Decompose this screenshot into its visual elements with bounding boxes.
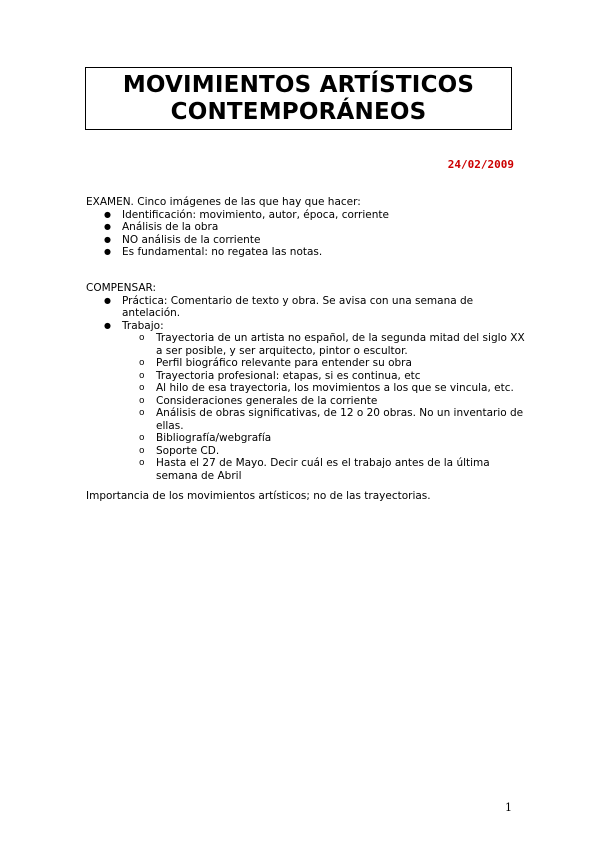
list-item: [86, 246, 526, 259]
sub-bullet-icon: o: [139, 383, 145, 393]
list-item: [86, 320, 526, 483]
title-box: [85, 67, 512, 130]
bullet-icon: ●: [104, 295, 111, 305]
list-item-text: NO análisis de la corriente: [122, 233, 261, 246]
compensar-heading: COMPENSAR:: [86, 282, 157, 294]
practica-text: Práctica: Comentario de texto y obra. Se avisa con una semana de antelación.: [122, 294, 474, 319]
list-item: [86, 295, 526, 320]
list-item-text: Identificación: movimiento, autor, época, corriente: [122, 208, 389, 221]
sub-bullet-icon: o: [139, 458, 145, 468]
trabajo-text: Trabajo:: [122, 319, 164, 332]
compensar-list: [86, 295, 526, 483]
title-line-1: MOVIMIENTOS ARTÍSTICOS: [122, 71, 475, 98]
list-item: [86, 370, 526, 383]
list-item-text: Al hilo de esa trayectoria, los movimientos a los que se vincula, etc.: [156, 382, 514, 394]
sub-bullet-icon: o: [139, 358, 145, 368]
list-item: [86, 382, 526, 395]
document-date: 24/02/2009: [447, 158, 514, 171]
list-item: [86, 332, 526, 357]
page-number: 1: [505, 801, 512, 814]
compensar-section: [86, 282, 526, 482]
trabajo-list: [122, 332, 526, 482]
examen-section: [86, 196, 526, 259]
list-item-text: Trayectoria de un artista no español, de la segunda mitad del siglo XX a ser posible, y ser arquitecto, pintor o escultor.: [156, 332, 525, 357]
list-item: [86, 395, 526, 408]
list-item-text: Análisis de obras significativas, de 12 o 20 obras. No un inventario de ellas.: [156, 407, 524, 432]
list-item-text: Consideraciones generales de la corriente: [156, 394, 378, 407]
list-item: [86, 457, 526, 482]
bullet-icon: ●: [104, 247, 111, 256]
list-item-text: Análisis de la obra: [122, 221, 219, 233]
list-item: [86, 234, 526, 247]
list-item-text: Bibliografía/webgrafía: [156, 432, 272, 444]
list-item-text: Soporte CD.: [156, 444, 220, 457]
bullet-icon: ●: [104, 320, 111, 330]
bullet-icon: ●: [104, 209, 111, 219]
sub-bullet-icon: o: [139, 433, 145, 443]
examen-heading: EXAMEN. Cinco imágenes de las que hay que hacer:: [86, 196, 361, 208]
sub-bullet-icon: o: [139, 395, 145, 406]
list-item: [86, 432, 526, 445]
sub-bullet-icon: o: [139, 370, 145, 381]
list-item: [86, 407, 526, 432]
bullet-icon: ●: [104, 234, 111, 244]
list-item-text: Hasta el 27 de Mayo. Decir cuál es el trabajo antes de la última semana de Abril: [156, 457, 490, 482]
list-item-text: Es fundamental: no regatea las notas.: [122, 246, 323, 258]
list-item: [86, 221, 526, 234]
sub-bullet-icon: o: [139, 408, 145, 418]
list-item-text: Trayectoria profesional: etapas, si es continua, etc: [156, 369, 421, 382]
examen-list: [86, 209, 526, 259]
sub-bullet-icon: o: [139, 445, 145, 456]
list-item: [86, 357, 526, 370]
title-line-2: CONTEMPORÁNEOS: [170, 98, 427, 125]
bullet-icon: ●: [104, 222, 111, 231]
list-item-text: Perfil biográfico relevante para entender su obra: [156, 357, 412, 369]
list-item: [86, 445, 526, 458]
sub-bullet-icon: o: [139, 333, 145, 343]
list-item: [86, 209, 526, 222]
closing-note: Importancia de los movimientos artísticos; no de las trayectorias.: [86, 490, 431, 502]
